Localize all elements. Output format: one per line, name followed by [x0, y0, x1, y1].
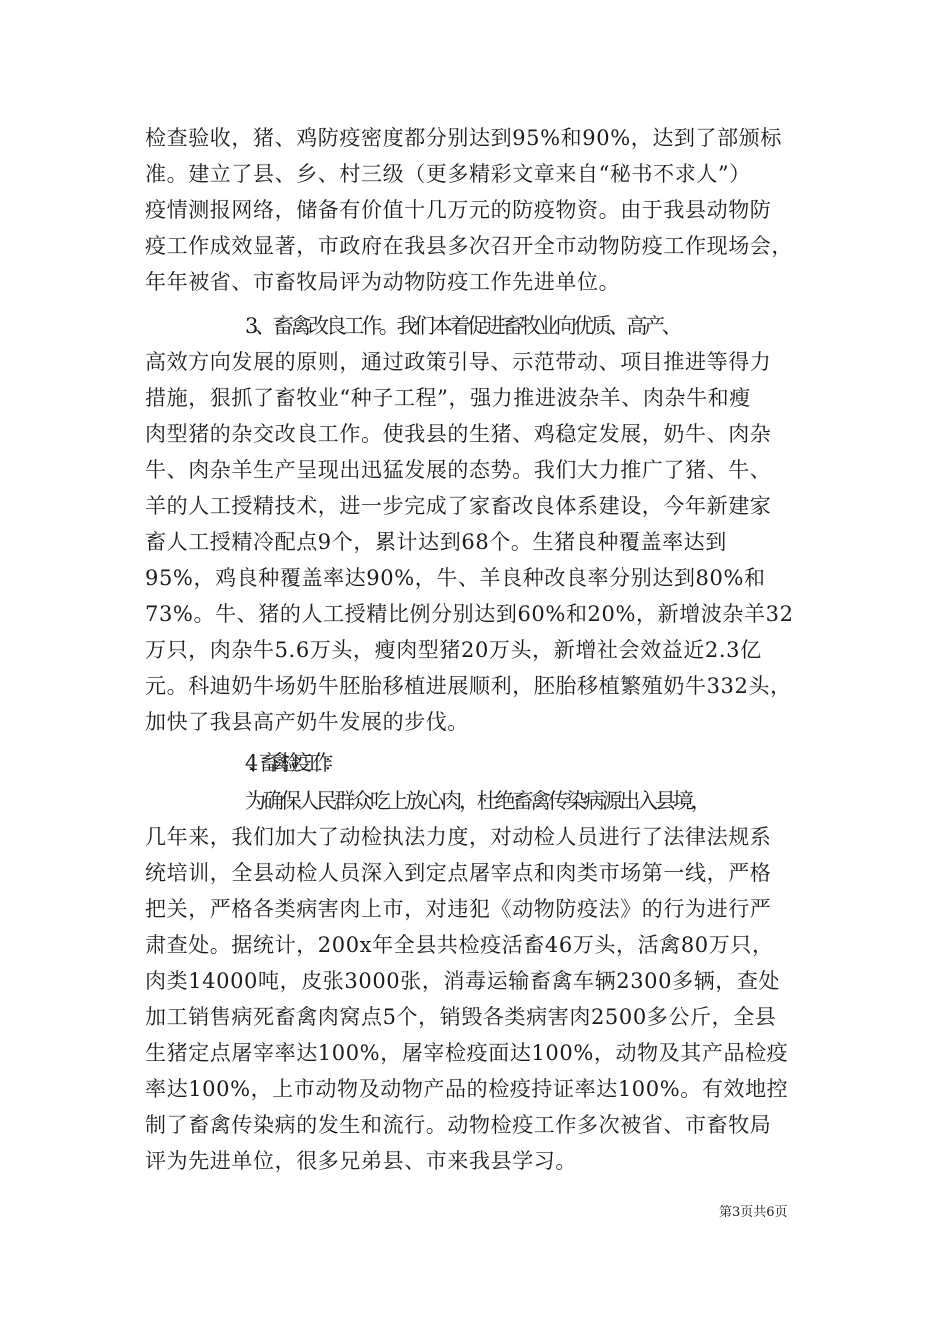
text-line: 肃查处。据统计，200x年全县共检疫活畜46万头，活禽80万只，: [145, 933, 774, 957]
text-line: 73%。牛、猪的人工授精比例分别达到60%和20%，新增波杂羊32: [145, 602, 794, 626]
text-line: 为确保人民群众吃上放心肉，杜绝畜禽传染病源出入县境，: [245, 789, 709, 813]
text-line: 措施，狠抓了畜牧业“种子工程”，强力推进波杂羊、肉杂牛和瘦: [145, 386, 751, 410]
text-line: 肉类14000吨，皮张3000张，消毒运输畜禽车辆2300多辆，查处: [145, 969, 781, 993]
text-line: 制了畜禽传染病的发生和流行。动物检疫工作多次被省、市畜牧局: [145, 1113, 772, 1137]
text-line: 统培训，全县动检人员深入到定点屠宰点和肉类市场第一线，严格: [145, 861, 772, 885]
text-line: 加工销售病死畜禽肉窝点5个，销毁各类病害肉2500多公斤，全县: [145, 1005, 777, 1029]
text-line: 加快了我县高产奶牛发展的步伐。: [145, 710, 469, 734]
text-line: 肉型猪的杂交改良工作。使我县的生猪、鸡稳定发展，奶牛、肉杂: [145, 422, 772, 446]
section-heading-3: 3、畜禽改良工作。我们本着促进畜牧业向优质、高产、: [245, 314, 680, 338]
text-line: 疫工作成效显著，市政府在我县多次召开全市动物防疫工作现场会，: [145, 234, 793, 258]
section-heading-4: 4、畜禽检疫工作：: [245, 751, 334, 775]
text-line: 万只，肉杂牛5.6万头，瘦肉型猪20万头，新增社会效益近2.3亿: [145, 638, 762, 662]
text-line: 检查验收，猪、鸡防疫密度都分别达到95%和90%，达到了部颁标: [145, 126, 782, 150]
page-number: 第3页共6页: [719, 1205, 788, 1220]
text-line: 生猪定点屠宰率达100%，屠宰检疫面达100%，动物及其产品检疫: [145, 1041, 789, 1065]
text-line: 羊的人工授精技术，进一步完成了家畜改良体系建设，今年新建家: [145, 494, 772, 518]
text-line: 年年被省、市畜牧局评为动物防疫工作先进单位。: [145, 270, 621, 294]
text-line: 95%，鸡良种覆盖率达90%，牛、羊良种改良率分别达到80%和: [145, 566, 766, 590]
text-line: 几年来，我们加大了动检执法力度，对动检人员进行了法律法规系: [145, 825, 772, 849]
text-line: 率达100%，上市动物及动物产品的检疫持证率达100%。有效地控: [145, 1077, 789, 1101]
text-line: 高效方向发展的原则，通过政策引导、示范带动、项目推进等得力: [145, 350, 772, 374]
text-line: 元。科迪奶牛场奶牛胚胎移植进展顺利，胚胎移植繁殖奶牛332头，: [145, 674, 792, 698]
text-line: 评为先进单位，很多兄弟县、市来我县学习。: [145, 1149, 577, 1173]
text-line: 畜人工授精冷配点9个，累计达到68个。生猪良种覆盖率达到: [145, 530, 727, 554]
text-line: 疫情测报网络，储备有价值十几万元的防疫物资。由于我县动物防: [145, 198, 772, 222]
text-line: 把关，严格各类病害肉上市，对违犯《动物防疫法》的行为进行严: [145, 897, 772, 921]
text-line: 准。建立了县、乡、村三级（更多精彩文章来自“秘书不求人”）: [145, 162, 751, 186]
text-line: 牛、肉杂羊生产呈现出迅猛发展的态势。我们大力推广了猪、牛、: [145, 458, 772, 482]
